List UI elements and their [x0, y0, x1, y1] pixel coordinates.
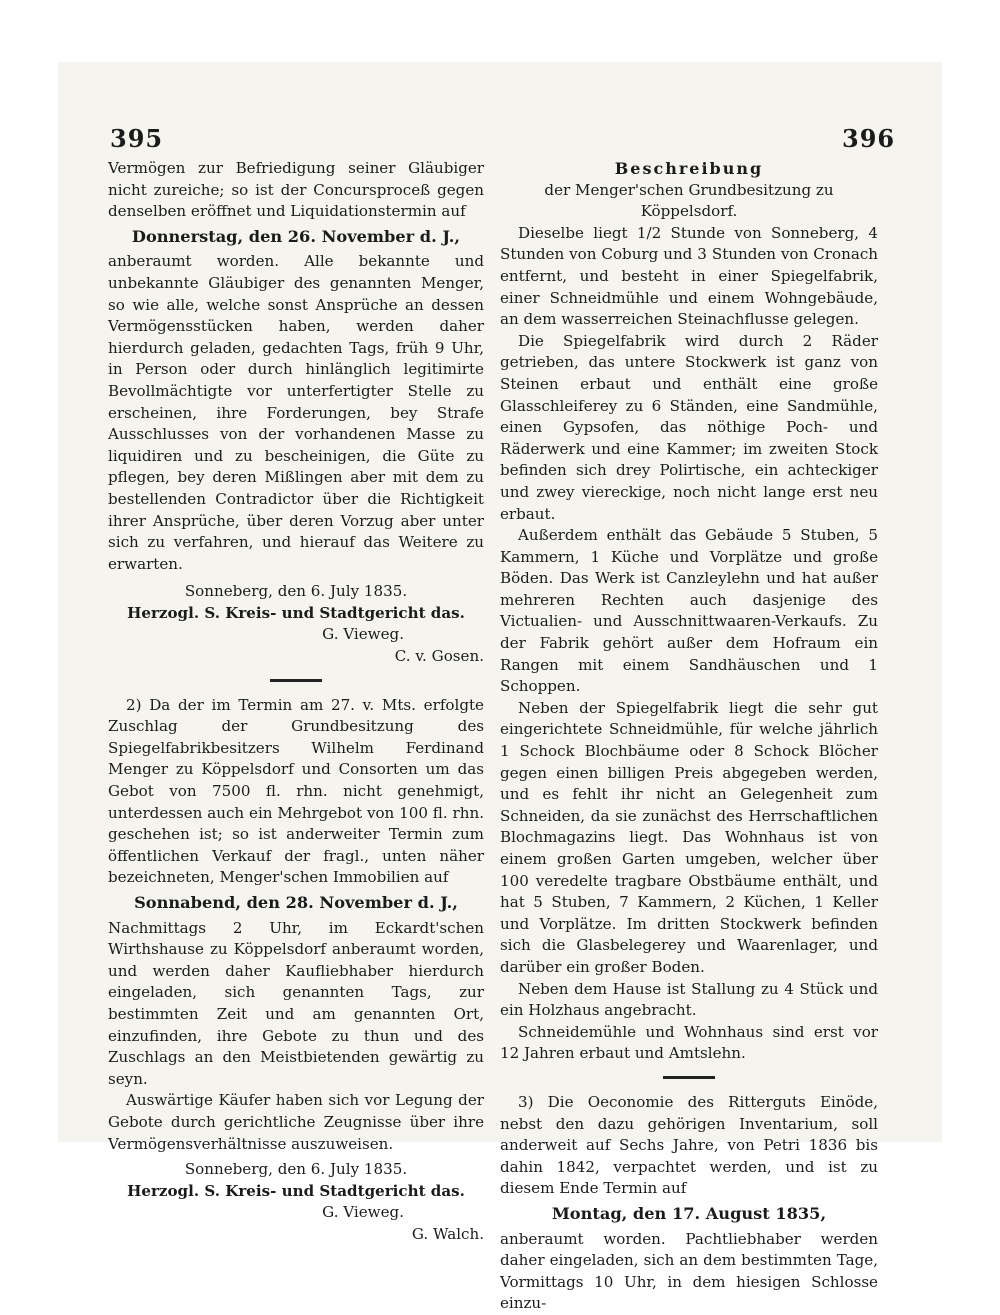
paragraph: Auswärtige Käufer haben sich vor Legung der Gebote durch gerichtliche Zeugnisse über ihre Vermögensverhältnisse auszuweisen.: [108, 1091, 484, 1153]
paragraph: Außerdem enthält das Gebäude 5 Stuben, 5 Kammern, 1 Küche und Vorplätze und große Böden. Das Werk ist Canzleylehn und hat außer mehreren Rechten auch dasjenige des Victualien- und Ausschnittwaaren-Verkaufs. Zu der Fabrik gehört außer dem Hofraum ein Rangen mit einem Sandhäuschen und 1 Schoppen.: [500, 526, 878, 696]
court-name: Herzogl. S. Kreis- und Stadtgericht das.: [127, 1181, 465, 1200]
court-name: Herzogl. S. Kreis- und Stadtgericht das.: [127, 603, 465, 622]
paragraph: Neben der Spiegelfabrik liegt die sehr gut eingerichtete Schneidmühle, für welche jährlich 1 Schock Blochbäume oder 8 Schock Blöcher gegen einen billigen Preis abgegeben werden, und es fehlt ihr nicht an Gelegenheit zum Schneiden, da sie zunächst des Herrschaftlichen Blochmagazins liegt. Das Wohnhaus ist von einem großen Garten umgeben, welcher über 100 veredelte tragbare Obstbäume enthält, und hat 5 Stuben, 7 Kammern, 2 Küchen, 1 Keller und Vorplätze. Im dritten Stockwerk befinden sich die Glasbelegerey und Waarenlager, und darüber ein großer Boden.: [500, 698, 878, 976]
paragraph: anberaumt worden. Pachtliebhaber werden daher eingeladen, sich an dem bestimmten Tage, Vormittags 10 Uhr, in dem hiesigen Schlosse einzu-: [500, 1229, 878, 1313]
paragraph: Dieselbe liegt 1/2 Stunde von Sonneberg, 4 Stunden von Coburg und 3 Stunden von Cronach entfernt, und besteht in einer Spiegelfabrik, einer Schneidmühle und einem Wohngebäude, an dem wasserreichen Steinachflusse gelegen.: [500, 223, 878, 329]
place-date: Sonneberg, den 6. July 1835.: [184, 582, 408, 601]
paragraph: Vermögen zur Befriedigung seiner Gläubiger nicht zureiche; so ist der Concursproceß gegen denselben eröffnet und Liquidationstermin auf: [108, 159, 484, 221]
section-divider: [663, 1076, 715, 1079]
page-number-left: 395: [110, 124, 164, 153]
signature: G. Vieweg.: [322, 1203, 404, 1222]
date-line: Sonnabend, den 28. November d. J.,: [134, 893, 458, 912]
page-number-right: 396: [842, 124, 896, 153]
paragraph: Die Spiegelfabrik wird durch 2 Räder getrieben, das untere Stockwerk ist ganz von Steinen erbaut und enthält eine große Glasschleiferey zu 6 Ständen, eine Sandmühle, einen Gypsofen, das nöthige Poch- und Räderwerk und eine Kammer; im zweiten Stock befinden sich drey Polirtische, ein achteckiger und zwey viereckige, noch nicht lange erst neu erbaut.: [500, 331, 878, 523]
paragraph: Schneidemühle und Wohnhaus sind erst vor 12 Jahren erbaut und Amtslehn.: [500, 1022, 878, 1063]
left-column: [108, 158, 484, 1246]
paragraph: 3) Die Oeconomie des Ritterguts Einöde, nebst den dazu gehörigen Inventarium, soll anderweit auf Sechs Jahre, von Petri 1836 bis dahin 1842, verpachtet werden, und ist zu diesem Ende Termin auf: [500, 1092, 878, 1198]
date-line: Montag, den 17. August 1835,: [551, 1203, 827, 1223]
section-heading: Beschreibung: [614, 159, 764, 178]
paragraph: anberaumt worden. Alle bekannte und unbekannte Gläubiger des genannten Menger, so wie alle, welche sonst Ansprüche an dessen Vermögensstücken haben, werden daher hierdurch geladen, gedachten Tags, früh 9 Uhr, in Person oder durch hinlänglich legitimirte Bevollmächtigte vor unterfertigter Stelle zu erscheinen, ihre Forderungen, bey Strafe Ausschlusses von der vorhandenen Masse zu liquidiren und zu bescheinigen, die Güte zu pflegen, bey deren Mißlingen aber mit dem zu bestellenden Contradictor über die Richtigkeit ihrer Ansprüche, über deren Vorzug aber unter sich zu verfahren, und hierauf das Weitere zu erwarten.: [108, 252, 484, 573]
section-subheading: der Menger'schen Grundbesitzung zu Köppelsdorf.: [544, 180, 834, 221]
signature: G. Walch.: [411, 1224, 484, 1243]
signature: G. Vieweg.: [322, 625, 404, 644]
paragraph: Nachmittags 2 Uhr, im Eckardt'schen Wirthshause zu Köppelsdorf anberaumt worden, und werden daher Kaufliebhaber hierdurch eingeladen, sich genannten Tags, zur bestimmten Zeit und am genannten Ort, einzufinden, ihre Gebote zu thun und des Zuschlags an den Meistbietenden gewärtig zu seyn.: [108, 918, 484, 1088]
right-column: [500, 158, 878, 1315]
date-line: Donnerstag, den 26. November d. J.,: [131, 226, 461, 246]
paragraph: 2) Da der im Termin am 27. v. Mts. erfolgte Zuschlag der Grundbesitzung des Spiegelfabrikbesitzers Wilhelm Ferdinand Menger zu Köppelsdorf und Consorten um das Gebot von 7500 fl. rhn. nicht genehmigt, unterdessen auch ein Mehrgebot von 100 fl. rhn. geschehen ist; so ist anderweiter Termin zum öffentlichen Verkauf der fragl., unten näher bezeichneten, Menger'schen Immobilien auf: [108, 695, 484, 887]
paragraph: Neben dem Hause ist Stallung zu 4 Stück und ein Holzhaus angebracht.: [500, 979, 878, 1020]
signature: C. v. Gosen.: [394, 647, 484, 666]
place-date: Sonneberg, den 6. July 1835.: [184, 1160, 408, 1179]
section-divider: [270, 679, 322, 682]
